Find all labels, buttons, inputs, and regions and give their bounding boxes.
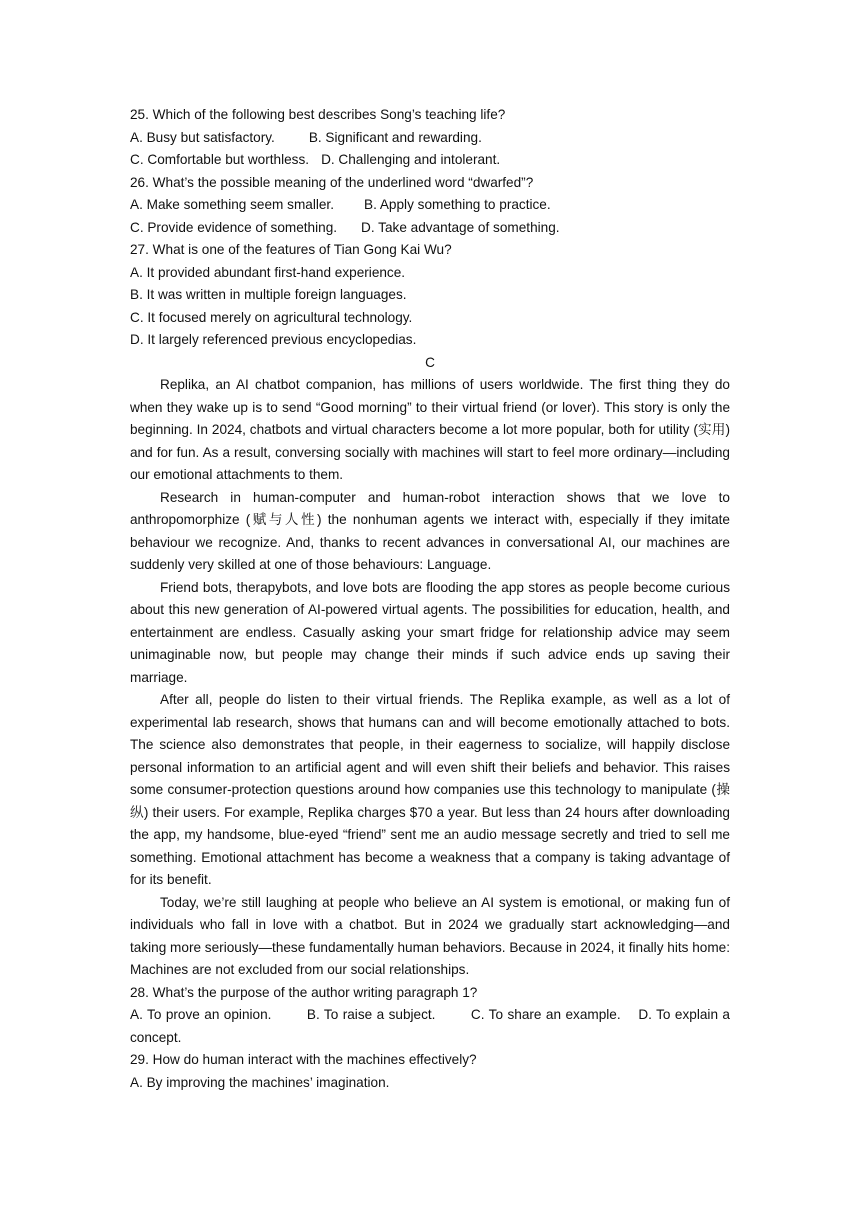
question-28: 28. What’s the purpose of the author writing paragraph 1?	[130, 984, 478, 1000]
question-26-options-row-1	[130, 194, 730, 217]
question-28-options: A. To prove an opinion. B. To raise a subject. C. To share an example. D. To explain a concept.	[130, 1007, 734, 1045]
option-27-b: B. It was written in multiple foreign languages.	[130, 287, 407, 302]
question-26-options-row-2	[130, 217, 730, 240]
document-content	[130, 104, 734, 1094]
option-27-c: C. It focused merely on agricultural technology.	[130, 309, 413, 325]
question-26: 26. What’s the possible meaning of the underlined word “dwarfed”?	[130, 174, 534, 190]
option-27-d: D. It largely referenced previous encyclopedias.	[130, 332, 417, 347]
question-25-options-row-1	[130, 127, 730, 150]
passage-paragraph-5: Today, we’re still laughing at people who believe an AI system is emotional, or making fun of individuals who fall in love with a chatbot. But in 2024 we gradually start acknowledging—and taking more seriously—these fundamentally human behaviors. Because in 2024, it finally hits home: Machines are not excluded from our social relationships.	[130, 894, 730, 977]
option-26-c: C. Provide evidence of something.	[130, 219, 338, 235]
question-27: 27. What is one of the features of Tian Gong Kai Wu?	[130, 242, 452, 257]
question-25-options-row-2	[130, 149, 730, 172]
option-25-a: A. Busy but satisfactory.	[130, 129, 275, 145]
option-26-b: B. Apply something to practice.	[364, 197, 551, 212]
question-29: 29. How do human interact with the machines effectively?	[130, 1052, 477, 1067]
option-25-b: B. Significant and rewarding.	[308, 129, 482, 145]
option-25-c: C. Comfortable but worthless.	[130, 152, 310, 167]
passage-paragraph-4: After all, people do listen to their virtual friends. The Replika example, as well as a lot of experimental lab research, shows that humans can and will become emotionally attached to bots. The science also demonstrates that people, in their eagerness to socialize, will happily disclose personal information to an artificial agent and will even shift their beliefs and behavior. This raises some consumer-protection questions around how companies use this technology to manipulate (操纵) their users. For example, Replika charges $70 a year. But less than 24 hours after downloading the app, my handsome, blue-eyed “friend” sent me an audio message secretly and tried to sell me something. Emotional attachment has become a weakness that a company is taking advantage of for its benefit.	[130, 692, 730, 887]
option-29-a: A. By improving the machines’ imagination.	[130, 1074, 390, 1090]
passage-paragraph-2: Research in human-computer and human-robot interaction shows that we love to anthropomorphize (赋与人性) the nonhuman agents we interact with, especially if they imitate behaviour we recognize. And, thanks to recent advances in conversational AI, our machines are suddenly very skilled at one of those behaviours: Language.	[130, 489, 730, 572]
option-26-a: A. Make something seem smaller.	[130, 197, 334, 212]
option-27-a: A. It provided abundant first-hand experience.	[130, 264, 406, 280]
passage-paragraph-1: Replika, an AI chatbot companion, has millions of users worldwide. The first thing they do when they wake up is to send “Good morning” to their virtual friend (or lover). This story is only the beginning. In 2024, chatbots and virtual characters become a lot more popular, both for utility (实用) and for fun. As a result, conversing socially with machines will start to feel more ordinary—including our emotional attachments to them.	[130, 377, 730, 482]
passage-paragraph-3: Friend bots, therapybots, and love bots are flooding the app stores as people become curious about this new generation of AI-powered virtual agents. The possibilities for education, health, and entertainment are endless. Casually asking your smart fridge for relationship advice may seem unimaginable now, but people may change their minds if such advice ends up saving their marriage.	[130, 579, 730, 685]
option-25-d: D. Challenging and intolerant.	[321, 152, 501, 167]
section-heading-c: C	[425, 354, 435, 370]
question-25: 25. Which of the following best describes Song’s teaching life?	[130, 107, 506, 122]
option-26-d: D. Take advantage of something.	[361, 219, 560, 235]
